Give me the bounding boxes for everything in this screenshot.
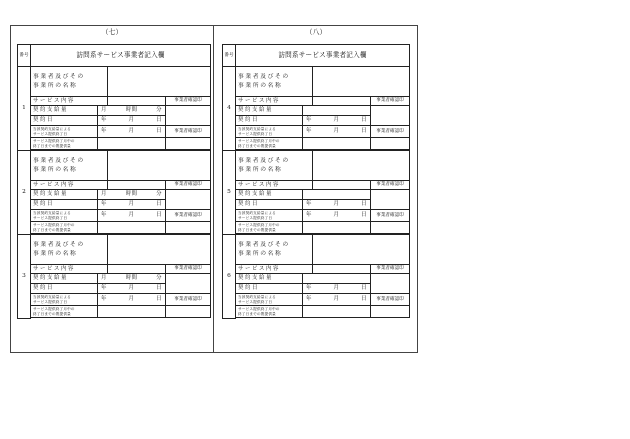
- contract-date-value[interactable]: [98, 200, 166, 210]
- year-unit: 年: [101, 296, 107, 303]
- day-unit: 日: [156, 212, 162, 219]
- year-unit: 年: [101, 117, 107, 124]
- seal-box-2[interactable]: [371, 306, 410, 318]
- office-name-value[interactable]: [313, 151, 410, 181]
- contract-date-value[interactable]: [303, 284, 371, 294]
- seal-box[interactable]: [166, 274, 211, 294]
- office-name-value[interactable]: [313, 67, 410, 97]
- entry-block: [18, 235, 211, 319]
- seal-box[interactable]: [371, 190, 410, 210]
- remaining-amount-label: サービス提供終了月中の 終了日までの既提供量: [236, 306, 303, 318]
- remaining-amount-label: サービス提供終了月中の 終了日までの既提供量: [236, 222, 303, 234]
- seal-box-2[interactable]: [371, 222, 410, 234]
- month-unit: 月: [333, 296, 340, 303]
- contract-date-label: 契約日: [31, 200, 98, 210]
- month-unit: 月: [333, 201, 340, 208]
- month-unit: 月: [128, 201, 135, 208]
- entry-block: [223, 151, 410, 235]
- service-content-label: サービス内容: [31, 265, 108, 274]
- office-name-label-line1: 事業者及びその: [33, 74, 85, 81]
- month-unit: 月: [333, 212, 340, 219]
- entry-block: [18, 67, 211, 151]
- year-unit: 年: [306, 212, 312, 219]
- entry-number: 2: [18, 151, 31, 235]
- service-content-label: サービス内容: [31, 181, 108, 190]
- hours-unit: 時間: [125, 107, 138, 114]
- year-unit: 年: [101, 128, 107, 135]
- year-unit: 年: [306, 117, 312, 124]
- service-end-value[interactable]: [98, 294, 166, 306]
- service-content-value[interactable]: [313, 181, 371, 190]
- entry-block: [223, 67, 410, 151]
- remaining-amount-value[interactable]: [303, 306, 371, 318]
- remaining-amount-value[interactable]: [98, 222, 166, 234]
- seal-label: 事業者確認印: [166, 97, 211, 106]
- service-end-value[interactable]: [98, 210, 166, 222]
- page-label-right: （八）: [305, 28, 327, 36]
- contract-date-value[interactable]: [303, 116, 371, 126]
- entry-number: 4: [223, 67, 236, 151]
- seal-label: 事業者確認印: [166, 265, 211, 274]
- office-name-cell: [236, 67, 313, 97]
- remaining-amount-label: サービス提供終了月中の 終了日までの既提供量: [31, 306, 98, 318]
- service-end-value[interactable]: [303, 294, 371, 306]
- contract-date-value[interactable]: [98, 116, 166, 126]
- day-unit: 日: [156, 128, 162, 135]
- contract-amount-value[interactable]: [98, 274, 166, 284]
- contract-amount-value[interactable]: [303, 190, 371, 200]
- seal-label: 事業者確認印: [371, 181, 410, 190]
- service-end-label: 当該契約支給量による サービス提供終了日: [236, 210, 303, 222]
- contract-amount-value[interactable]: [98, 106, 166, 116]
- service-content-value[interactable]: [108, 181, 166, 190]
- office-name-value[interactable]: [108, 235, 211, 265]
- contract-date-label: 契約日: [31, 284, 98, 294]
- day-unit: 日: [156, 285, 162, 292]
- month-unit: 月: [101, 107, 107, 114]
- office-name-cell: [31, 67, 108, 97]
- service-form-right: [222, 44, 410, 319]
- office-name-label-line2: 事業所の名称: [238, 166, 283, 173]
- month-unit: 月: [128, 128, 135, 135]
- seal-label: 事業者確認印: [166, 181, 211, 190]
- service-content-label: サービス内容: [236, 181, 313, 190]
- contract-amount-value[interactable]: [98, 190, 166, 200]
- service-end-label: 当該契約支給量による サービス提供終了日: [236, 126, 303, 138]
- year-unit: 年: [306, 201, 312, 208]
- page-divider: [213, 25, 214, 353]
- office-name-label-line1: 事業者及びその: [33, 242, 85, 249]
- remaining-amount-value[interactable]: [98, 138, 166, 150]
- number-column-header: 番号: [223, 45, 236, 67]
- office-name-label-line1: 事業者及びその: [238, 242, 290, 249]
- contract-amount-label: 契約支給量: [31, 190, 98, 200]
- office-name-cell: [31, 235, 108, 265]
- month-unit: 月: [128, 117, 135, 124]
- form-title: 訪問系サービス事業者記入欄: [236, 45, 410, 67]
- day-unit: 日: [361, 117, 367, 124]
- seal-box[interactable]: [166, 190, 211, 210]
- seal-label-2: 事業者確認印: [166, 126, 211, 138]
- seal-label-2: 事業者確認印: [371, 294, 410, 306]
- entry-number: 6: [223, 235, 236, 319]
- remaining-amount-value[interactable]: [303, 222, 371, 234]
- office-name-value[interactable]: [108, 151, 211, 181]
- service-form-left: [17, 44, 211, 319]
- month-unit: 月: [101, 275, 107, 282]
- office-name-value[interactable]: [313, 235, 410, 265]
- contract-amount-label: 契約支給量: [31, 106, 98, 116]
- month-unit: 月: [333, 117, 340, 124]
- office-name-value[interactable]: [108, 67, 211, 97]
- service-content-label: サービス内容: [236, 265, 313, 274]
- remaining-amount-label: サービス提供終了月中の 終了日までの既提供量: [31, 222, 98, 234]
- contract-amount-label: 契約支給量: [236, 190, 303, 200]
- year-unit: 年: [306, 285, 312, 292]
- year-unit: 年: [101, 285, 107, 292]
- year-unit: 年: [306, 128, 312, 135]
- service-content-label: サービス内容: [31, 97, 108, 106]
- page-label-left: （七）: [101, 28, 123, 36]
- day-unit: 日: [361, 212, 367, 219]
- contract-date-label: 契約日: [31, 116, 98, 126]
- office-name-label-line1: 事業者及びその: [33, 158, 85, 165]
- seal-label: 事業者確認印: [371, 265, 410, 274]
- office-name-label-line2: 事業所の名称: [33, 82, 78, 89]
- office-name-label-line2: 事業所の名称: [33, 166, 78, 173]
- day-unit: 日: [361, 285, 367, 292]
- office-name-cell: [236, 235, 313, 265]
- seal-label-2: 事業者確認印: [166, 294, 211, 306]
- contract-date-label: 契約日: [236, 284, 303, 294]
- contract-date-value[interactable]: [98, 284, 166, 294]
- seal-box-2[interactable]: [371, 138, 410, 150]
- day-unit: 日: [361, 296, 367, 303]
- month-unit: 月: [333, 128, 340, 135]
- day-unit: 日: [156, 296, 162, 303]
- month-unit: 月: [128, 212, 135, 219]
- seal-label-2: 事業者確認印: [166, 210, 211, 222]
- entry-block: [223, 235, 410, 319]
- seal-label-2: 事業者確認印: [371, 210, 410, 222]
- office-name-cell: [236, 151, 313, 181]
- number-column-header: 番号: [18, 45, 31, 67]
- minutes-unit: 分: [156, 275, 162, 282]
- month-unit: 月: [101, 191, 107, 198]
- service-content-value[interactable]: [108, 97, 166, 106]
- service-content-value[interactable]: [108, 265, 166, 274]
- contract-amount-label: 契約支給量: [31, 274, 98, 284]
- office-name-label-line1: 事業者及びその: [238, 74, 290, 81]
- contract-amount-value[interactable]: [303, 106, 371, 116]
- minutes-unit: 分: [156, 191, 162, 198]
- office-name-label-line2: 事業所の名称: [33, 250, 78, 257]
- office-name-label-line1: 事業者及びその: [238, 158, 290, 165]
- day-unit: 日: [156, 201, 162, 208]
- contract-date-label: 契約日: [236, 116, 303, 126]
- year-unit: 年: [101, 212, 107, 219]
- year-unit: 年: [101, 201, 107, 208]
- entry-number: 3: [18, 235, 31, 319]
- service-end-label: 当該契約支給量による サービス提供終了日: [31, 210, 98, 222]
- hours-unit: 時間: [125, 191, 138, 198]
- seal-box-2[interactable]: [166, 306, 211, 318]
- day-unit: 日: [361, 201, 367, 208]
- contract-amount-label: 契約支給量: [236, 274, 303, 284]
- service-end-label: 当該契約支給量による サービス提供終了日: [236, 294, 303, 306]
- month-unit: 月: [333, 285, 340, 292]
- contract-amount-value[interactable]: [303, 274, 371, 284]
- remaining-amount-value[interactable]: [303, 138, 371, 150]
- contract-date-label: 契約日: [236, 200, 303, 210]
- service-end-value[interactable]: [98, 126, 166, 138]
- seal-label-2: 事業者確認印: [371, 126, 410, 138]
- office-name-cell: [31, 151, 108, 181]
- year-unit: 年: [306, 296, 312, 303]
- service-end-label: 当該契約支給量による サービス提供終了日: [31, 126, 98, 138]
- seal-box[interactable]: [371, 274, 410, 294]
- remaining-amount-value[interactable]: [98, 306, 166, 318]
- month-unit: 月: [128, 296, 135, 303]
- service-end-value[interactable]: [303, 210, 371, 222]
- seal-box[interactable]: [166, 106, 211, 126]
- service-content-value[interactable]: [313, 265, 371, 274]
- contract-date-value[interactable]: [303, 200, 371, 210]
- entry-number: 5: [223, 151, 236, 235]
- day-unit: 日: [361, 128, 367, 135]
- seal-box[interactable]: [371, 106, 410, 126]
- service-content-label: サービス内容: [236, 97, 313, 106]
- day-unit: 日: [156, 117, 162, 124]
- contract-amount-label: 契約支給量: [236, 106, 303, 116]
- month-unit: 月: [128, 285, 135, 292]
- service-end-label: 当該契約支給量による サービス提供終了日: [31, 294, 98, 306]
- remaining-amount-label: サービス提供終了月中の 終了日までの既提供量: [236, 138, 303, 150]
- service-end-value[interactable]: [303, 126, 371, 138]
- entry-block: [18, 151, 211, 235]
- office-name-label-line2: 事業所の名称: [238, 250, 283, 257]
- entry-number: 1: [18, 67, 31, 151]
- form-title: 訪問系サービス事業者記入欄: [31, 45, 211, 67]
- seal-box-2[interactable]: [166, 222, 211, 234]
- remaining-amount-label: サービス提供終了月中の 終了日までの既提供量: [31, 138, 98, 150]
- hours-unit: 時間: [125, 275, 138, 282]
- seal-box-2[interactable]: [166, 138, 211, 150]
- minutes-unit: 分: [156, 107, 162, 114]
- seal-label: 事業者確認印: [371, 97, 410, 106]
- office-name-label-line2: 事業所の名称: [238, 82, 283, 89]
- service-content-value[interactable]: [313, 97, 371, 106]
